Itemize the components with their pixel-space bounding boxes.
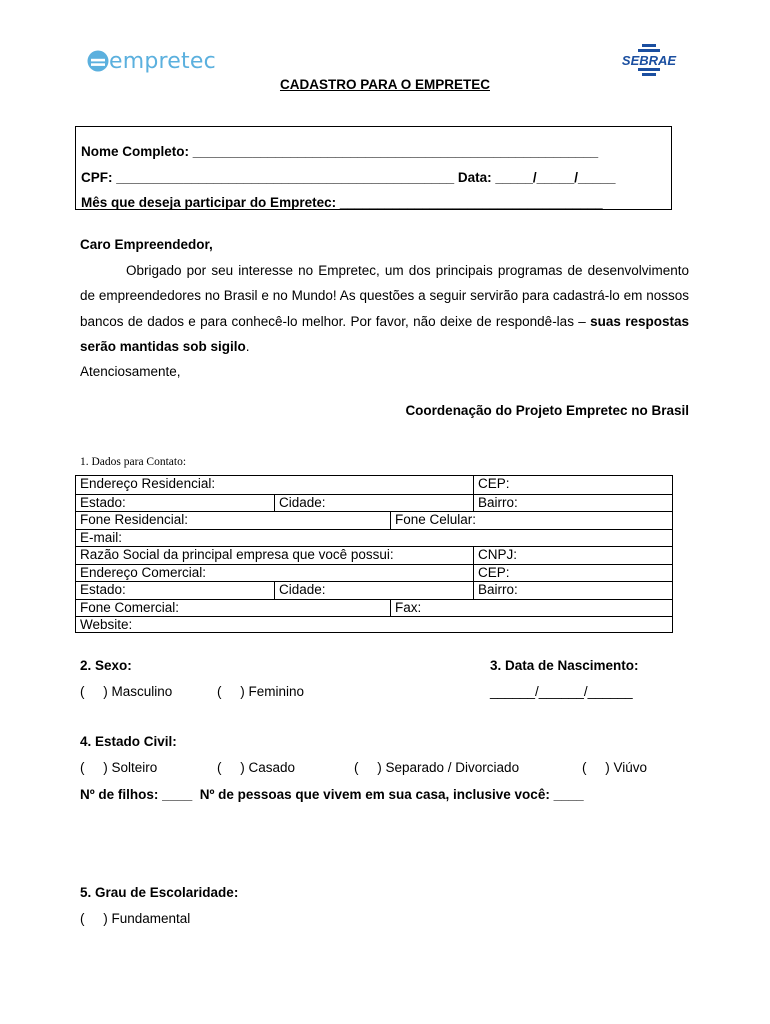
section-2-title: 2. Sexo: bbox=[80, 658, 132, 673]
business-phone-cell[interactable]: Fone Comercial: bbox=[80, 599, 180, 615]
cnpj-cell[interactable]: CNPJ: bbox=[473, 547, 672, 564]
table-row bbox=[76, 529, 672, 547]
option-single[interactable]: ( ) Solteiro bbox=[80, 760, 158, 775]
month-field[interactable]: Mês que deseja participar do Empretec: ___________________________________ bbox=[81, 195, 603, 210]
website-cell[interactable]: Website: bbox=[80, 617, 133, 632]
state-cell[interactable]: Estado: bbox=[80, 494, 126, 510]
empretec-logo-text: empretec bbox=[109, 49, 216, 74]
email-cell[interactable]: E-mail: bbox=[80, 529, 123, 545]
cpf-date-field[interactable]: CPF: _____________________________________________ Data: _____/_____/_____ bbox=[81, 170, 616, 185]
section-1-title: 1. Dados para Contato: bbox=[80, 456, 187, 468]
signature: Coordenação do Projeto Empretec no Brasil bbox=[405, 403, 689, 418]
business-neighborhood-cell[interactable]: Bairro: bbox=[473, 582, 672, 599]
sebrae-logo-text: SEBRAE bbox=[621, 53, 677, 68]
letter-body-end: . bbox=[245, 338, 250, 354]
table-row bbox=[76, 511, 672, 529]
greeting: Caro Empreendedor, bbox=[80, 237, 213, 252]
table-row bbox=[76, 476, 672, 494]
full-name-field[interactable]: Nome Completo: ______________________________________________________ bbox=[81, 144, 599, 159]
city-cell[interactable]: Cidade: bbox=[274, 495, 473, 512]
business-cep-cell[interactable]: CEP: bbox=[473, 565, 672, 582]
table-row bbox=[76, 546, 672, 564]
birthdate-field[interactable]: ______/______/______ bbox=[490, 684, 633, 699]
table-row bbox=[76, 564, 672, 582]
section-3-title: 3. Data de Nascimento: bbox=[490, 658, 639, 673]
company-name-cell[interactable]: Razão Social da principal empresa que você possui: bbox=[80, 547, 394, 562]
option-male[interactable]: ( ) Masculino bbox=[80, 684, 173, 699]
option-married[interactable]: ( ) Casado bbox=[217, 760, 296, 775]
empretec-logo bbox=[86, 44, 216, 76]
option-divorced[interactable]: ( ) Separado / Divorciado bbox=[354, 760, 520, 775]
mobile-phone-cell[interactable]: Fone Celular: bbox=[390, 512, 672, 529]
option-female[interactable]: ( ) Feminino bbox=[217, 684, 305, 699]
table-row bbox=[76, 616, 672, 634]
option-fundamental[interactable]: ( ) Fundamental bbox=[80, 911, 191, 926]
business-city-cell[interactable]: Cidade: bbox=[274, 582, 473, 599]
table-row bbox=[76, 581, 672, 599]
children-household-field[interactable]: Nº de filhos: ____ Nº de pessoas que vivem em sua casa, inclusive você: ____ bbox=[80, 787, 584, 802]
residential-address-cell[interactable]: Endereço Residencial: bbox=[80, 476, 216, 491]
table-row bbox=[76, 599, 672, 617]
page-title: CADASTRO PARA O EMPRETEC bbox=[279, 77, 490, 92]
section-5-title: 5. Grau de Escolaridade: bbox=[80, 885, 239, 900]
letter-body bbox=[80, 258, 689, 384]
closing: Atenciosamente, bbox=[80, 364, 181, 380]
letter-body-text: Obrigado por seu interesse no Empretec, um dos principais programas de desenvolvimento de empreendedores no Brasil e no Mundo! As questões a seguir servirão para cadastrá-lo em nossos bancos de dados e para conhecê-lo melhor. Por favor, não deixe de respondê-las – bbox=[80, 263, 689, 329]
fax-cell[interactable]: Fax: bbox=[390, 600, 672, 617]
section-4-title: 4. Estado Civil: bbox=[80, 734, 177, 749]
business-address-cell[interactable]: Endereço Comercial: bbox=[80, 564, 207, 580]
neighborhood-cell[interactable]: Bairro: bbox=[473, 495, 672, 512]
cep-cell[interactable]: CEP: bbox=[473, 476, 672, 494]
home-phone-cell[interactable]: Fone Residencial: bbox=[80, 512, 189, 527]
option-widowed[interactable]: ( ) Viúvo bbox=[582, 760, 648, 775]
table-row bbox=[76, 494, 672, 512]
sebrae-logo bbox=[616, 42, 682, 82]
contact-table bbox=[75, 475, 673, 633]
identification-box bbox=[75, 126, 672, 210]
business-state-cell[interactable]: Estado: bbox=[80, 582, 126, 597]
letter-body-bold: suas respostas serão mantidas sob sigilo bbox=[80, 313, 689, 354]
